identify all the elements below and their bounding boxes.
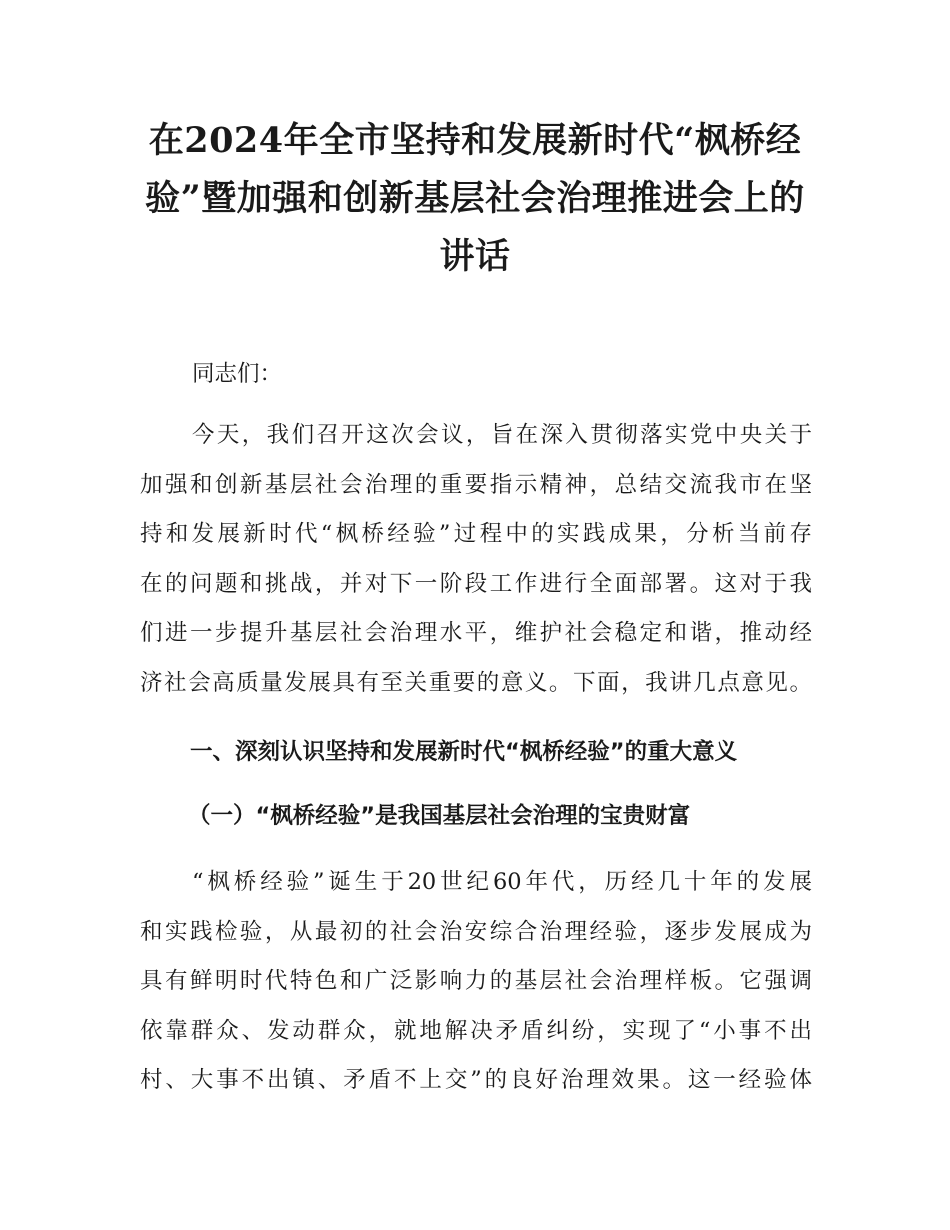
paragraph-line: 具有鲜明时代特色和广泛影响力的基层社会治理样板。它强调 [140,968,812,994]
title-line: 验”暨加强和创新基层社会治理推进会上的 [145,178,805,219]
paragraph-line: “枫桥经验”诞生于20世纪60年代，历经几十年的发展 [192,869,812,895]
paragraph-line: 村、大事不出镇、矛盾不上交”的良好治理效果。这一经验体 [140,1067,812,1093]
paragraph-line: 们进一步提升基层社会治理水平，维护社会稳定和谐，推动经 [140,620,812,646]
subsection-heading-1: （一）“枫桥经验”是我国基层社会治理的宝贵财富 [188,803,691,829]
paragraph-line: 今天，我们召开这次会议，旨在深入贯彻落实党中央关于 [192,422,812,448]
document-title [140,112,810,286]
paragraph-line: 和实践检验，从最初的社会治安综合治理经验，逐步发展成为 [140,918,812,945]
paragraph-intro [140,411,812,708]
paragraph-line: 加强和创新基层社会治理的重要指示精神，总结交流我市在坚 [140,471,812,498]
title-line: 在2024年全市坚持和发展新时代“枫桥经 [148,120,802,161]
paragraph-line: 依靠群众、发动群众，就地解决矛盾纠纷，实现了“小事不出 [140,1017,812,1044]
paragraph-line: 持和发展新时代“枫桥经验”过程中的实践成果，分析当前存 [140,521,812,547]
title-line: 讲话 [439,236,511,277]
section-heading-1: 一、深刻认识坚持和发展新时代“枫桥经验”的重大意义 [190,739,738,765]
greeting: 同志们： [192,361,283,387]
paragraph-line: 济社会高质量发展具有至关重要的意义。下面，我讲几点意见。 [140,669,812,696]
paragraph-line: 在的问题和挑战，并对下一阶段工作进行全面部署。这对于我 [140,570,812,597]
paragraph-fengqiao [140,858,812,1106]
